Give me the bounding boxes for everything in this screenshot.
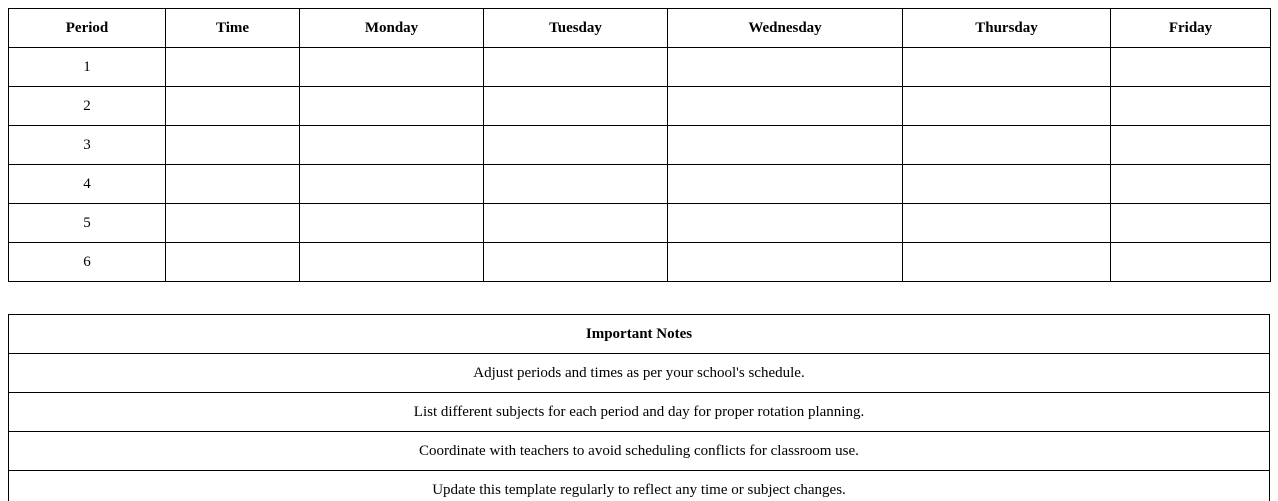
list-item xyxy=(9,393,1270,432)
monday-cell xyxy=(300,48,484,87)
notes-title: Important Notes xyxy=(9,315,1270,354)
monday-cell xyxy=(300,204,484,243)
time-cell xyxy=(166,126,300,165)
table-row xyxy=(9,48,1271,87)
table-row xyxy=(9,204,1271,243)
period-cell: 3 xyxy=(9,126,166,165)
wednesday-cell xyxy=(668,204,903,243)
time-cell xyxy=(166,165,300,204)
tuesday-cell xyxy=(484,243,668,282)
notes-table xyxy=(8,314,1270,501)
friday-cell xyxy=(1111,243,1271,282)
wednesday-cell xyxy=(668,126,903,165)
tuesday-cell xyxy=(484,204,668,243)
friday-cell xyxy=(1111,87,1271,126)
header-friday: Friday xyxy=(1111,9,1271,48)
list-item xyxy=(9,354,1270,393)
monday-cell xyxy=(300,87,484,126)
monday-cell xyxy=(300,126,484,165)
time-cell xyxy=(166,204,300,243)
table-row xyxy=(9,87,1271,126)
note-text: Update this template regularly to reflect any time or subject changes. xyxy=(9,471,1270,501)
time-cell xyxy=(166,48,300,87)
period-cell: 2 xyxy=(9,87,166,126)
thursday-cell xyxy=(903,165,1111,204)
schedule-table xyxy=(8,8,1271,282)
tuesday-cell xyxy=(484,48,668,87)
wednesday-cell xyxy=(668,165,903,204)
table-row xyxy=(9,126,1271,165)
friday-cell xyxy=(1111,204,1271,243)
thursday-cell xyxy=(903,243,1111,282)
schedule-header-row xyxy=(9,9,1271,48)
list-item xyxy=(9,432,1270,471)
notes-header-row xyxy=(9,315,1270,354)
note-text: Adjust periods and times as per your school's schedule. xyxy=(9,354,1270,393)
friday-cell xyxy=(1111,165,1271,204)
wednesday-cell xyxy=(668,48,903,87)
period-cell: 6 xyxy=(9,243,166,282)
tuesday-cell xyxy=(484,126,668,165)
note-text: List different subjects for each period and day for proper rotation planning. xyxy=(9,393,1270,432)
thursday-cell xyxy=(903,48,1111,87)
tuesday-cell xyxy=(484,87,668,126)
time-cell xyxy=(166,243,300,282)
header-tuesday: Tuesday xyxy=(484,9,668,48)
thursday-cell xyxy=(903,126,1111,165)
period-cell: 4 xyxy=(9,165,166,204)
thursday-cell xyxy=(903,204,1111,243)
header-thursday: Thursday xyxy=(903,9,1111,48)
friday-cell xyxy=(1111,48,1271,87)
table-row xyxy=(9,165,1271,204)
time-cell xyxy=(166,87,300,126)
friday-cell xyxy=(1111,126,1271,165)
thursday-cell xyxy=(903,87,1111,126)
monday-cell xyxy=(300,165,484,204)
note-text: Coordinate with teachers to avoid scheduling conflicts for classroom use. xyxy=(9,432,1270,471)
header-wednesday: Wednesday xyxy=(668,9,903,48)
monday-cell xyxy=(300,243,484,282)
tuesday-cell xyxy=(484,165,668,204)
period-cell: 1 xyxy=(9,48,166,87)
header-time: Time xyxy=(166,9,300,48)
header-period: Period xyxy=(9,9,166,48)
period-cell: 5 xyxy=(9,204,166,243)
wednesday-cell xyxy=(668,243,903,282)
list-item xyxy=(9,471,1270,501)
wednesday-cell xyxy=(668,87,903,126)
table-row xyxy=(9,243,1271,282)
header-monday: Monday xyxy=(300,9,484,48)
